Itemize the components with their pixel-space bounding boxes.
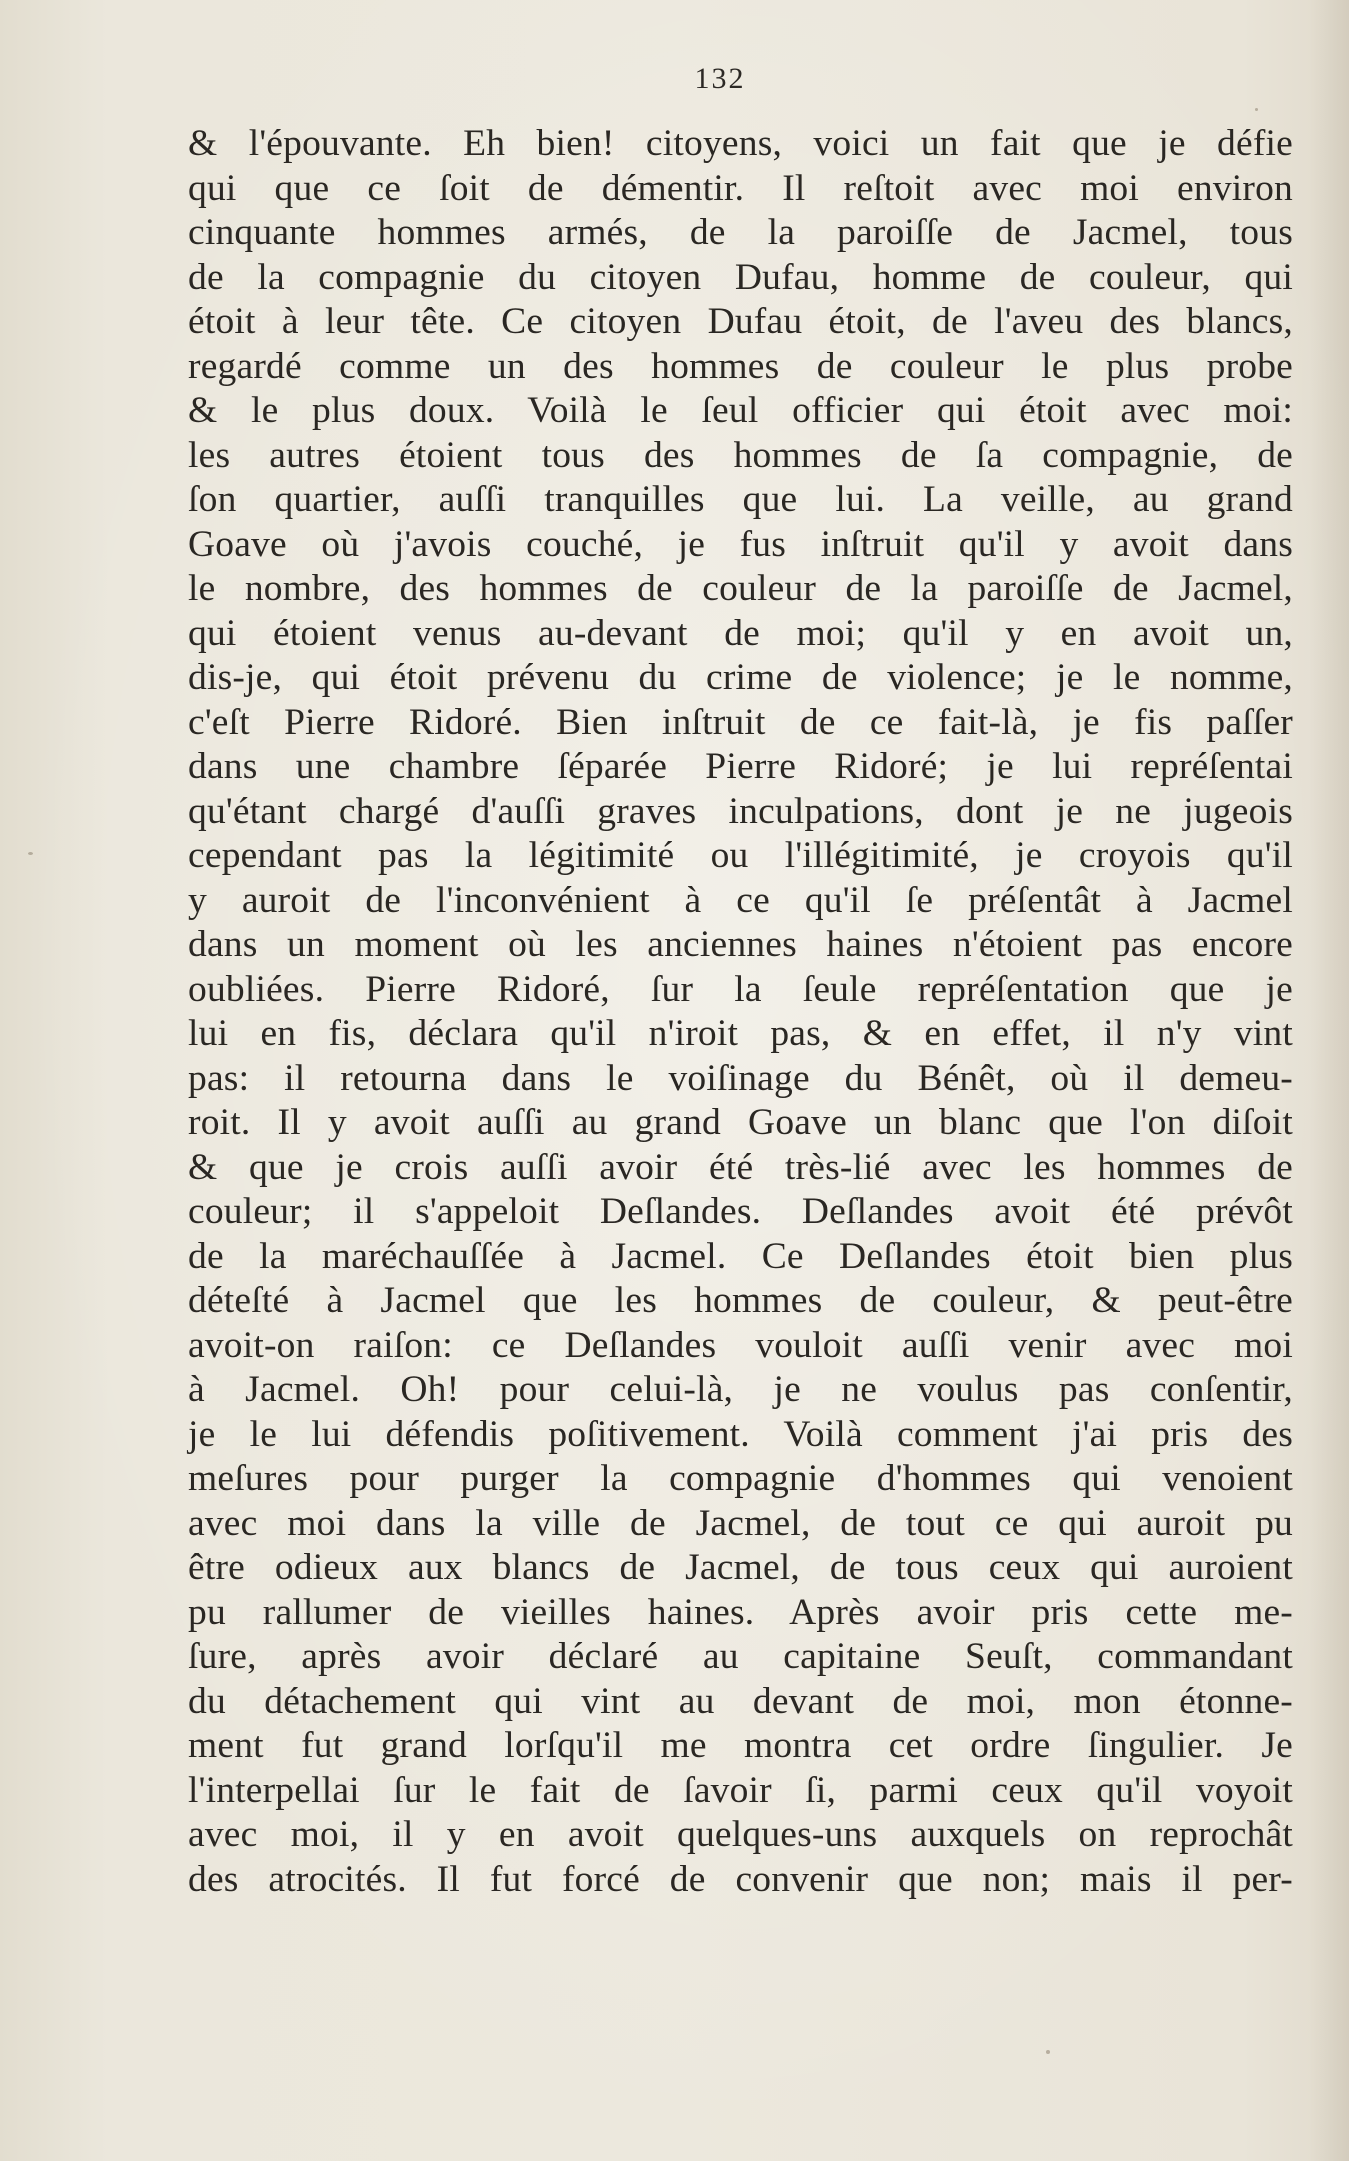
text-line: c'eſt Pierre Ridoré. Bien inſtruit de ce fait-là, je fis paſſer [188,701,1293,743]
text-line: cependant pas la légitimité ou l'illégitimité, je croyois qu'il [188,835,1293,876]
text-line: dans une chambre ſéparée Pierre Ridoré; je lui repréſentai [188,746,1293,787]
text-line: qu'étant chargé d'auſſi graves inculpations, dont je ne jugeois [188,790,1293,832]
text-line: de la maréchauſſée à Jacmel. Ce Deſlandes étoit bien plus [188,1235,1293,1277]
paper-speck [1046,2050,1050,2054]
text-line: & que je crois auſſi avoir été très-lié avec les hommes de [188,1146,1293,1188]
page-edge-shadow [1309,0,1349,2161]
body-text [188,122,1293,1902]
text-line: couleur; il s'appeloit Deſlandes. Deſlandes avoit été prévôt [188,1191,1293,1232]
text-line: être odieux aux blancs de Jacmel, de tous ceux qui auroient [188,1547,1293,1588]
text-line: déteſté à Jacmel que les hommes de couleur, & peut-être [188,1280,1293,1321]
page-number: 132 [694,62,746,95]
text-line: pu rallumer de vieilles haines. Après avoir pris cette me- [188,1591,1293,1633]
text-line: à Jacmel. Oh! pour celui-là, je ne voulus pas conſentir, [188,1369,1293,1410]
text-line: de la compagnie du citoyen Dufau, homme de couleur, qui [188,256,1293,298]
text-line: qui que ce ſoit de démentir. Il reſtoit avec moi environ [188,167,1293,209]
paper-speck [1255,108,1258,111]
text-line: cinquante hommes armés, de la paroiſſe de Jacmel, tous [188,212,1293,253]
text-line: je le lui défendis poſitivement. Voilà comment j'ai pris des [188,1413,1293,1455]
text-line: ment fut grand lorſqu'il me montra cet ordre ſingulier. Je [188,1725,1293,1766]
text-line: oubliées. Pierre Ridoré, ſur la ſeule repréſentation que je [188,968,1293,1010]
text-line: y auroit de l'inconvénient à ce qu'il ſe préſentât à Jacmel [188,879,1293,921]
text-line: roit. Il y avoit auſſi au grand Goave un blanc que l'on diſoit [188,1102,1293,1143]
text-line: avoit-on raiſon: ce Deſlandes vouloit auſſi venir avec moi [188,1324,1293,1366]
paper-speck [28,852,33,855]
text-line: & l'épouvante. Eh bien! citoyens, voici un fait que je défie [188,123,1293,164]
text-line: du détachement qui vint au devant de moi, mon étonne- [188,1680,1293,1722]
text-line: dans un moment où les anciennes haines n'étoient pas encore [188,924,1293,965]
text-line: regardé comme un des hommes de couleur le plus probe [188,345,1293,387]
text-line: dis-je, qui étoit prévenu du crime de violence; je le nomme, [188,657,1293,698]
text-line: ſon quartier, auſſi tranquilles que lui. La veille, au grand [188,479,1293,520]
text-line: & le plus doux. Voilà le ſeul officier qui étoit avec moi: [188,390,1293,431]
text-line: lui en fis, déclara qu'il n'iroit pas, & en effet, il n'y vint [188,1013,1293,1054]
text-line: pas: il retourna dans le voiſinage du Bénêt, où il demeu- [188,1057,1293,1099]
text-line: l'interpellai ſur le fait de ſavoir ſi, parmi ceux qu'il voyoit [188,1769,1293,1811]
text-line: les autres étoient tous des hommes de ſa compagnie, de [188,434,1293,476]
text-line: des atrocités. Il fut forcé de convenir que non; mais il per- [188,1858,1293,1900]
text-line: qui étoient venus au-devant de moi; qu'il y en avoit un, [188,612,1293,654]
text-line: Goave où j'avois couché, je fus inſtruit qu'il y avoit dans [188,523,1293,565]
text-line: avec moi, il y en avoit quelques-uns auxquels on reprochât [188,1814,1293,1855]
text-line: meſures pour purger la compagnie d'hommes qui venoient [188,1458,1293,1499]
text-line: ſure, après avoir déclaré au capitaine Seuſt, commandant [188,1636,1293,1677]
text-line: étoit à leur tête. Ce citoyen Dufau étoit, de l'aveu des blancs, [188,301,1293,342]
text-line: le nombre, des hommes de couleur de la paroiſſe de Jacmel, [188,568,1293,609]
text-line: avec moi dans la ville de Jacmel, de tout ce qui auroit pu [188,1502,1293,1544]
